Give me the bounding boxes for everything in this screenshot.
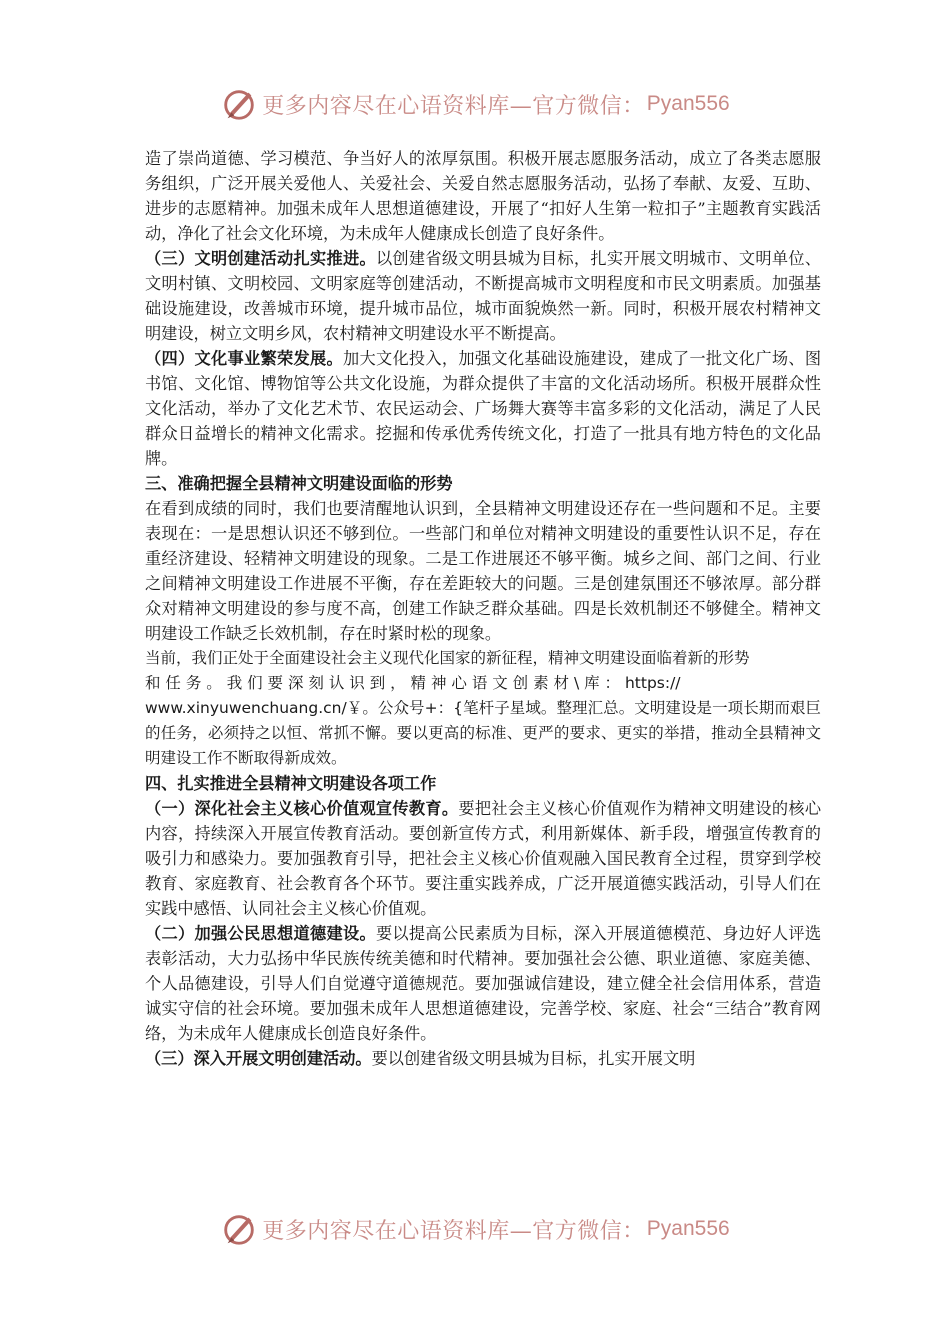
paragraph-lead: （二）加强公民思想道德建设。 xyxy=(145,924,376,943)
inserted-paragraph xyxy=(145,646,821,771)
paragraph-lead: （三）文明创建活动扎实推进。 xyxy=(145,249,376,268)
header-banner xyxy=(0,82,950,126)
paragraph-text: 加大文化投入，加强文化基础设施建设，建成了一批文化广场、图书馆、文化馆、博物馆等公共文化设施，为群众提供了丰富的文化活动场所。积极开展群众性文化活动，举办了文化艺术节、农民运动会、广场舞大赛等丰富多彩的文化活动，满足了人民群众日益增长的精神文化需求。挖掘和传承优秀传统文化，打造了一批具有地方特色的文化品牌。 xyxy=(145,349,822,468)
body-text xyxy=(145,146,821,1071)
footer-banner xyxy=(0,1207,950,1251)
inserted-rest: www.xinyuwenchuang.cn/￥。公众号+：{笔杆子星域。整理汇总。文明建设是一项长期而艰巨的任务，必须持之以恒、常抓不懈。要以更高的标准、更严的要求、更实的举措，推动全县精神文明建设工作不断取得新成效。 xyxy=(145,699,821,767)
paragraph-lead: （四）文化事业繁荣发展。 xyxy=(145,349,343,368)
paragraph-lead: （一）深化社会主义核心价值观宣传教育。 xyxy=(145,799,459,818)
paragraph xyxy=(145,146,821,246)
paragraph-text: 要以创建省级文明县城为目标，扎实开展文明 xyxy=(371,1049,696,1068)
inserted-line-2: 和 任 务 。 我 们 要 深 刻 认 识 到 ， 精 神 心 语 文 创 素 材 \ 库 ： https:// xyxy=(145,674,681,692)
paragraph xyxy=(145,1046,821,1071)
paragraph-lead: （三）深入开展文明创建活动。 xyxy=(145,1049,372,1068)
paragraph xyxy=(145,796,821,921)
banner-wechat-id: Pyan556 xyxy=(646,1217,730,1240)
paragraph: 在看到成绩的同时，我们也要清醒地认识到，全县精神文明建设还存在一些问题和不足。主要表现在：一是思想认识还不够到位。一些部门和单位对精神文明建设的重要性认识不足，存在重经济建设、轻精神文明建设的现象。二是工作进展还不够平衡。城乡之间、部门之间、行业之间精神文明建设工作进展不平衡，存在差距较大的问题。三是创建氛围还不够浓厚。部分群众对精神文明建设的参与度不高，创建工作缺乏群众基础。四是长效机制还不够健全。精神文明建设工作缺乏长效机制，存在时紧时松的现象。 xyxy=(145,499,821,643)
paragraph xyxy=(145,346,821,471)
banner-text: 更多内容尽在心语资料库—官方微信： xyxy=(262,1218,645,1244)
paragraph-text: 要把社会主义核心价值观作为精神文明建设的核心内容，持续深入开展宣传教育活动。要创新宣传方式，利用新媒体、新手段，增强宣传教育的吸引力和感染力。要加强教育引导，把社会主义核心价值观融入国民教育全过程，贯穿到学校教育、家庭教育、社会教育各个环节。要注重实践养成，广泛开展道德实践活动，引导人们在实践中感悟、认同社会主义核心价值观。 xyxy=(145,799,822,918)
paragraph-text: 要以提高公民素质为目标，深入开展道德模范、身边好人评选表彰活动，大力弘扬中华民族传统美德和时代精神。要加强社会公德、职业道德、家庭美德、个人品德建设，引导人们自觉遵守道德规范。要加强诚信建设，建立健全社会信用体系，营造诚实守信的社会环境。要加强未成年人思想道德建设，完善学校、家庭、社会“三结合”教育网络，为未成年人健康成长创造良好条件。 xyxy=(145,924,822,1043)
paragraph-text: 以创建省级文明县城为目标，扎实开展文明城市、文明单位、文明村镇、文明校园、文明家庭等创建活动，不断提高城市文明程度和市民文明素质。加强基础设施建设，改善城市环境，提升城市品位，城市面貌焕然一新。同时，积极开展农村精神文明建设，树立文明乡风，农村精神文明建设水平不断提高。 xyxy=(145,249,822,343)
section-heading-4: 四、扎实推进全县精神文明建设各项工作 xyxy=(145,774,437,793)
quill-logo-icon xyxy=(220,1210,258,1248)
banner-text: 更多内容尽在心语资料库—官方微信： xyxy=(262,93,645,119)
quill-logo-icon xyxy=(220,85,258,123)
paragraph-text: 造了崇尚道德、学习模范、争当好人的浓厚氛围。积极开展志愿服务活动，成立了各类志愿服务组织，广泛开展关爱他人、关爱社会、关爱自然志愿服务活动，弘扬了奉献、友爱、互助、进步的志愿精神。加强未成年人思想道德建设，开展了“扣好人生第一粒扣子”主题教育实践活动，净化了社会文化环境，为未成年人健康成长创造了良好条件。 xyxy=(145,149,821,243)
inserted-line-1: 当前，我们正处于全面建设社会主义现代化国家的新征程，精神文明建设面临着新的形势 xyxy=(145,649,750,667)
paragraph xyxy=(145,921,821,1046)
banner-wechat-id: Pyan556 xyxy=(646,92,730,115)
paragraph xyxy=(145,246,821,346)
section-heading-3: 三、准确把握全县精神文明建设面临的形势 xyxy=(145,474,453,493)
